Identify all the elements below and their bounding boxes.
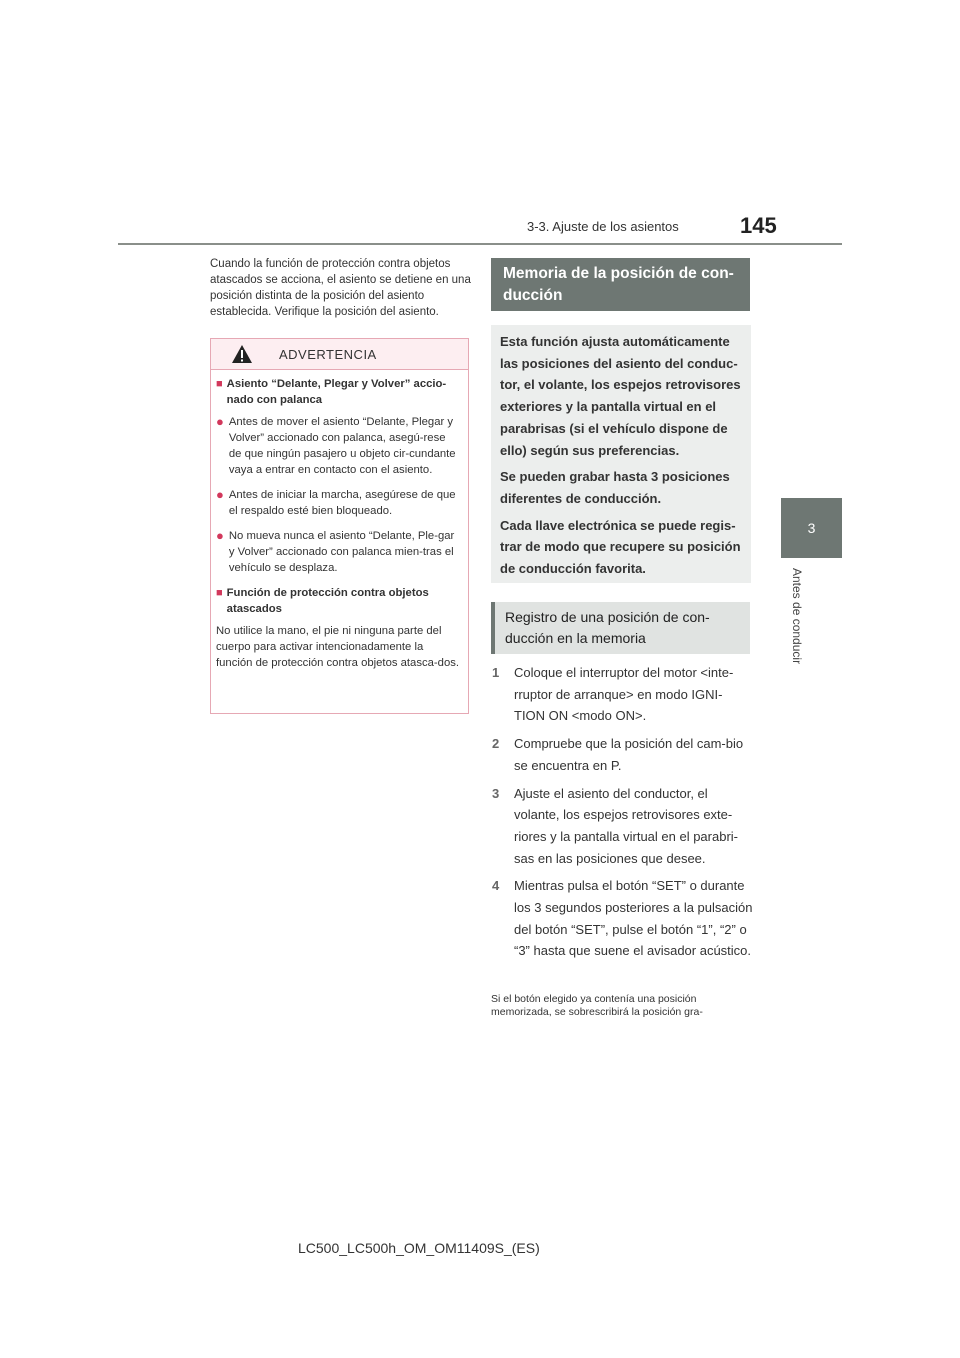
warning-triangle-icon (231, 344, 253, 364)
step-item (491, 875, 753, 962)
warning-bullet-text: Antes de iniciar la marcha, asegúrese de que el respaldo esté bien bloqueado. (228, 489, 456, 517)
step-item (491, 662, 753, 727)
warning-box (210, 338, 469, 714)
intro-paragraph: Cuando la función de protección contra objetos atascados se acciona, el asiento se detiene en una posición distinta de la posición del asiento establecida. Verifique la posición del asiento. (210, 258, 471, 318)
section-title: 3-3. Ajuste de los asientos (527, 219, 679, 234)
footer-code: LC500_LC500h_OM_OM11409S_(ES) (298, 1240, 540, 1256)
warning-header (211, 339, 468, 370)
step-text: Mientras pulsa el botón “SET” o durante los 3 segundos posteriores a la pulsación del botón “SET”, pulse el botón “1”, “2” o “3” hasta que suene el avisador acústico. (514, 878, 753, 959)
step-text: Coloque el interruptor del motor <inte-rruptor de arranque> en modo IGNI-TION ON <modo ON>. (514, 665, 734, 724)
register-steps (491, 662, 753, 968)
warning-title: ADVERTENCIA (279, 346, 377, 362)
step-number: 4 (492, 878, 500, 894)
warning-subheading-text: Función de protección contra objetos atascados (226, 587, 429, 615)
warning-bullet-text: No mueva nunca el asiento “Delante, Ple-gar y Volver” accionado con palanca mien-tras el vehículo se desplaza. (228, 530, 455, 574)
warning-paragraph: No utilice la mano, el pie ni ninguna parte del cuerpo para activar intencionadamente la función de protección contra objetos atasca-dos. (216, 625, 460, 669)
warning-subheading-text: Asiento “Delante, Plegar y Volver” accio-nado con palanca (226, 378, 447, 406)
warning-subheading (216, 376, 460, 408)
square-bullet-icon: ■ (216, 587, 223, 599)
header-divider (118, 243, 842, 245)
step-item (491, 733, 753, 776)
chapter-number: 3 (807, 520, 816, 536)
chapter-label: Antes de conducir (790, 568, 804, 665)
step-item (491, 783, 753, 870)
step-text: Compruebe que la posición del cam-bio se encuentra en P. (514, 736, 744, 773)
square-bullet-icon: ■ (216, 378, 223, 390)
warning-bullet (216, 528, 460, 576)
round-bullet-icon: ● (216, 487, 224, 502)
warning-body (211, 370, 468, 671)
step-number: 3 (492, 785, 500, 801)
memory-paragraph: Esta función ajusta automáticamente las posiciones del asiento del conduc-tor, el volante, los espejos retrovisores exteriores y la pantalla virtual en el parabrisas (si el vehículo dispone de ello) según sus preferencias. (500, 334, 741, 458)
warning-bullet-text: Antes de mover el asiento “Delante, Plegar y Volver” accionado con palanca, asegú-rese de que ningún pasajero u objeto cir-cundante vaya a entrar en contacto con el asiento. (228, 416, 456, 476)
chapter-tab[interactable] (781, 498, 842, 558)
register-note: Si el botón elegido ya contenía una posición memorizada, se sobrescribirá la posición gra- (491, 993, 703, 1018)
memory-paragraph: Se pueden grabar hasta 3 posiciones diferentes de conducción. (500, 469, 730, 506)
warning-bullet (216, 414, 460, 478)
step-number: 2 (492, 736, 500, 752)
memory-paragraph: Cada llave electrónica se puede regis-trar de modo que recupere su posición de conducción favorita. (500, 517, 741, 577)
register-section-heading: Registro de una posición de con-ducción en la memoria (491, 602, 750, 654)
page-number: 145 (740, 213, 777, 238)
round-bullet-icon: ● (216, 414, 224, 429)
memory-section-heading: Memoria de la posición de con-ducción (491, 258, 750, 311)
step-text: Ajuste el asiento del conductor, el volante, los espejos retrovisores exte-riores y la pantalla virtual en el parabri-sas en las posiciones que desee. (514, 785, 738, 866)
memory-description-box (491, 325, 751, 583)
round-bullet-icon: ● (216, 528, 224, 543)
warning-bullet (216, 487, 460, 519)
warning-subheading (216, 585, 460, 617)
step-number: 1 (492, 665, 500, 680)
